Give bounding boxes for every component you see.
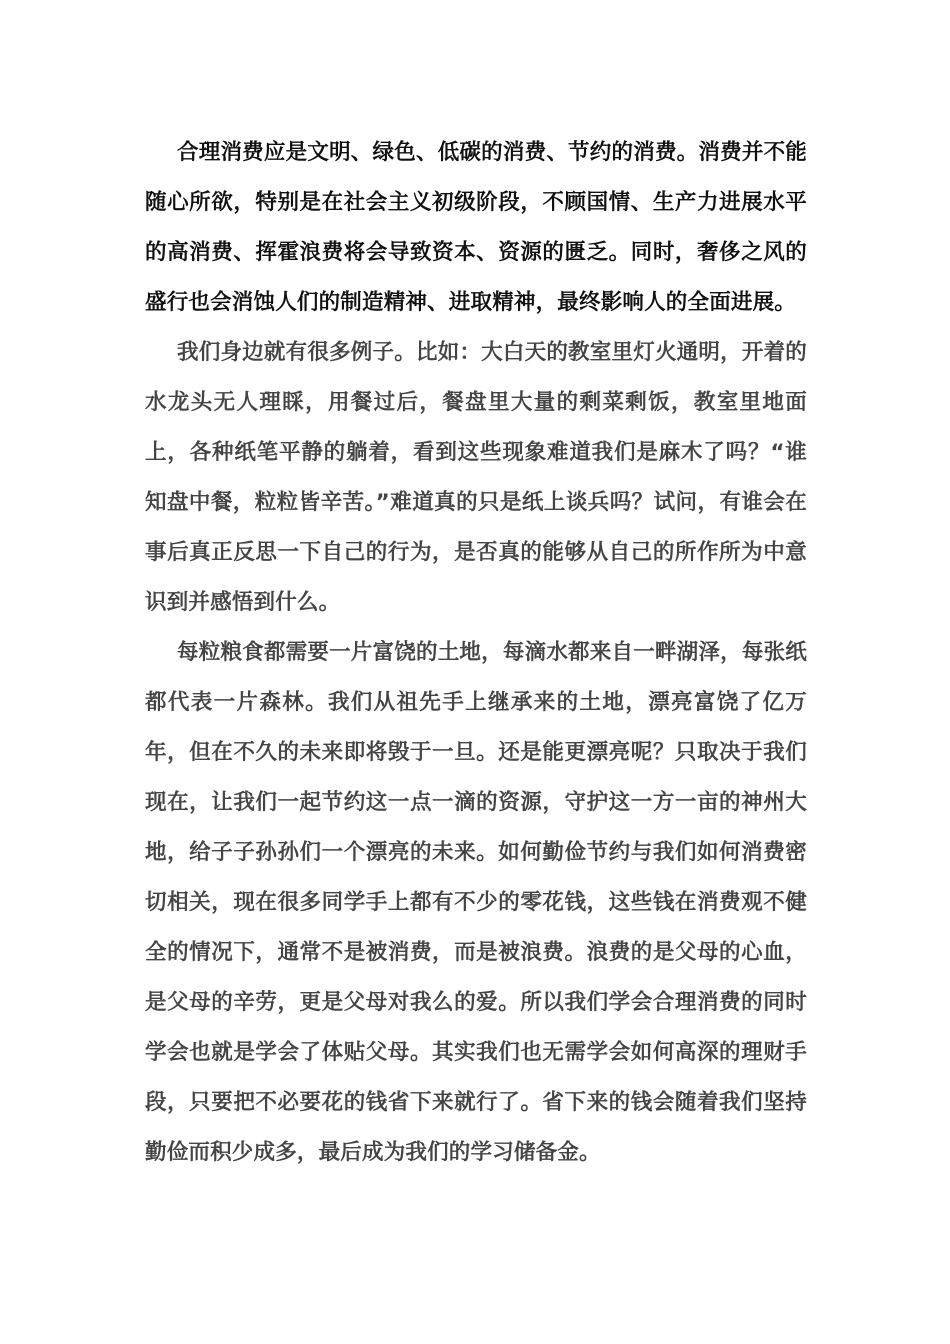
paragraph-1: 合理消费应是文明、绿色、低碳的消费、节约的消费。消费并不能随心所欲，特别是在社会主义初级阶段，不顾国情、生产力进展水平的高消费、挥霍浪费将会导致资本、资源的匮乏。同时，奢侈之风的盛行也会消蚀人们的制造精神、进取精神，最终影响人的全面进展。 [145, 140, 807, 315]
paragraph-2: 我们身边就有很多例子。比如：大白天的教室里灯火通明，开着的水龙头无人理睬，用餐过后，餐盘里大量的剩菜剩饭，教室里地面上，各种纸笔平静的躺着，看到这些现象难道我们是麻木了吗？“谁知盘中餐，粒粒皆辛苦。”难道真的只是纸上谈兵吗？试问，有谁会在事后真正反思一下自己的行为，是否真的能够从自己的所作所为中意识到并感悟到什么。 [145, 340, 807, 615]
document-body [145, 128, 807, 1178]
paragraph-3: 每粒粮食都需要一片富饶的土地，每滴水都来自一畔湖泽，每张纸都代表一片森林。我们从祖先手上继承来的土地，漂亮富饶了亿万年，但在不久的未来即将毁于一旦。还是能更漂亮呢？只取决于我们现在，让我们一起节约这一点一滴的资源，守护这一方一亩的神州大地，给子子孙孙们一个漂亮的未来。如何勤俭节约与我们如何消费密切相关，现在很多同学手上都有不少的零花钱，这些钱在消费观不健全的情况下，通常不是被消费，而是被浪费。浪费的是父母的心血，是父母的辛劳，更是父母对我么的爱。所以我们学会合理消费的同时学会也就是学会了体贴父母。其实我们也无需学会如何高深的理财手段，只要把不必要花的钱省下来就行了。省下来的钱会随着我们坚持勤俭而积少成多，最后成为我们的学习储备金。 [145, 640, 807, 1165]
